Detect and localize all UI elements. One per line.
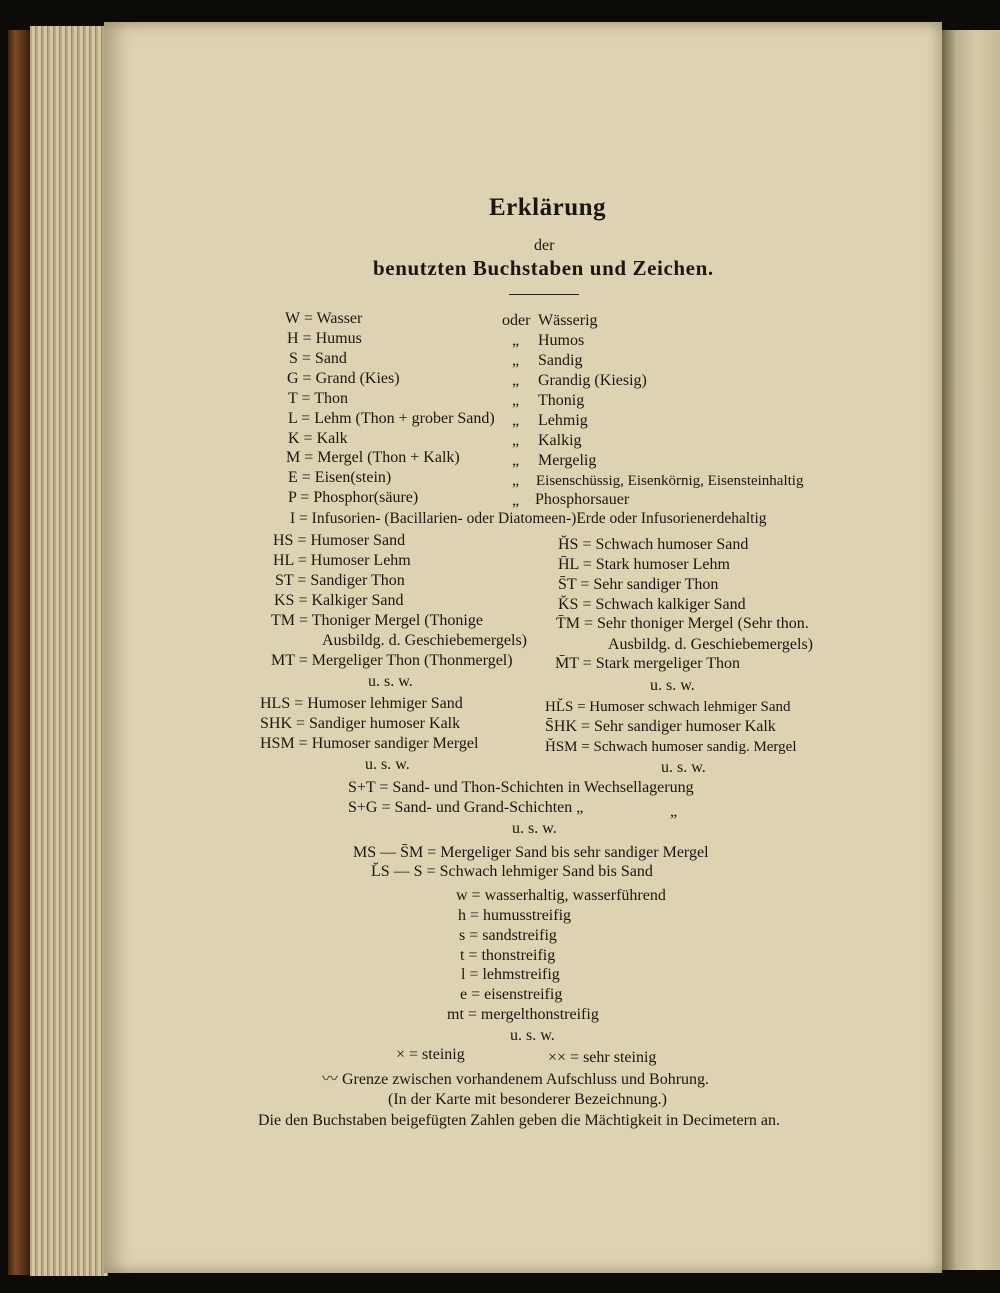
- layering-ditto: „: [670, 803, 678, 820]
- pair-right: T̄M = Sehr thoniger Mergel (Sehr thon.: [556, 615, 809, 632]
- pair-right: S̄T = Sehr sandiger Thon: [558, 576, 719, 593]
- legend-row-right: Thonig: [538, 392, 585, 409]
- book-spine: [8, 30, 32, 1275]
- layering-row: S+G = Sand- und Grand-Schichten „: [348, 799, 584, 816]
- triple-left: HSM = Humoser sandiger Mergel: [260, 735, 479, 752]
- title-connector: der: [534, 237, 555, 254]
- stone-legend-steinig: × = steinig: [396, 1046, 465, 1063]
- legend-row-left: S = Sand: [289, 350, 347, 367]
- legend-row-ditto: „: [512, 472, 520, 489]
- legend-row-left: T = Thon: [288, 390, 348, 407]
- title-divider: [509, 294, 579, 295]
- range-row: MS — S̄M = Mergeliger Sand bis sehr sandiger Mergel: [353, 844, 709, 861]
- triple-left: HLS = Humoser lehmiger Sand: [260, 695, 463, 712]
- triple-left: u. s. w.: [365, 756, 410, 773]
- legend-row-left: L = Lehm (Thon + grober Sand): [288, 410, 495, 427]
- legend-row-left: M = Mergel (Thon + Kalk): [286, 449, 460, 466]
- pair-right: H̄L = Stark humoser Lehm: [558, 556, 730, 573]
- pair-right: H̆S = Schwach humoser Sand: [558, 536, 749, 553]
- pair-left: ST = Sandiger Thon: [275, 572, 405, 589]
- page-subtitle: benutzten Buchstaben und Zeichen.: [373, 256, 714, 280]
- legend-row-ditto: „: [512, 492, 520, 509]
- legend-row-left: P = Phosphor(säure): [288, 489, 419, 506]
- legend-row-ditto: „: [512, 452, 520, 469]
- layering-row: S+T = Sand- und Thon-Schichten in Wechsellagerung: [348, 779, 694, 796]
- legend-row-left: G = Grand (Kies): [287, 370, 400, 387]
- legend-row-left: H = Humus: [287, 330, 362, 347]
- stripe-row: u. s. w.: [510, 1027, 555, 1044]
- stripe-row: mt = mergelthonstreifig: [447, 1006, 599, 1023]
- legend-row-right: Lehmig: [538, 412, 588, 429]
- legend-row-ditto: „: [512, 372, 520, 389]
- legend-row-ditto: oder: [502, 312, 531, 329]
- legend-row-right: Kalkig: [538, 432, 582, 449]
- legend-row-left: W = Wasser: [285, 310, 363, 327]
- legend-row-right: Humos: [538, 332, 585, 349]
- legend-row-right: Grandig (Kiesig): [538, 372, 647, 389]
- layering-row: u. s. w.: [512, 820, 557, 837]
- legend-row-right: Eisenschüssig, Eisenkörnig, Eisensteinhaltig: [536, 473, 804, 489]
- stripe-row: e = eisenstreifig: [460, 986, 563, 1003]
- legend-row-right: Sandig: [538, 352, 583, 369]
- boundary-legend: 〰 Grenze zwischen vorhandenem Aufschluss und Bohrung.: [322, 1071, 710, 1088]
- page-title: Erklärung: [489, 194, 607, 221]
- pair-left: HL = Humoser Lehm: [273, 552, 411, 569]
- triple-right: HL̆S = Humoser schwach lehmiger Sand: [545, 699, 791, 715]
- legend-row-ditto: „: [512, 412, 520, 429]
- pair-right: M̄T = Stark mergeliger Thon: [555, 655, 740, 672]
- stone-legend-sehr-steinig: ×× = sehr steinig: [548, 1049, 657, 1066]
- pair-left: TM = Thoniger Mergel (Thonige: [271, 612, 483, 629]
- triple-right: H̆SM = Schwach humoser sandig. Mergel: [545, 739, 797, 755]
- stripe-row: w = wasserhaltig, wasserführend: [456, 887, 666, 904]
- triple-right: S̄HK = Sehr sandiger humoser Kalk: [545, 718, 776, 735]
- legend-row-left: E = Eisen(stein): [288, 469, 392, 486]
- pair-left: u. s. w.: [368, 673, 413, 690]
- legend-row-right: Mergelig: [538, 452, 597, 469]
- stripe-row: h = humusstreifig: [458, 907, 572, 924]
- pair-left: Ausbildg. d. Geschiebemergels): [322, 632, 527, 649]
- stripe-row: t = thonstreifig: [460, 947, 556, 964]
- stripe-row: l = lehmstreifig: [461, 966, 560, 983]
- legend-row-left: K = Kalk: [288, 430, 348, 447]
- legend-row-right: Phosphorsauer: [535, 491, 630, 508]
- facing-page-edge: [942, 30, 1000, 1270]
- triple-right: u. s. w.: [661, 759, 706, 776]
- legend-row-ditto: „: [512, 332, 520, 349]
- legend-row-ditto: „: [512, 392, 520, 409]
- legend-row-right: Wässerig: [538, 312, 598, 329]
- legend-row-infusorien: I = Infusorien- (Bacillarien- oder Diatomeen-)Erde oder Infusorienerdehaltig: [290, 510, 767, 527]
- pair-left: MT = Mergeliger Thon (Thonmergel): [271, 652, 513, 669]
- pair-right: u. s. w.: [650, 677, 695, 694]
- pair-right: K̆S = Schwach kalkiger Sand: [558, 596, 746, 613]
- legend-row-ditto: „: [512, 352, 520, 369]
- triple-left: SHK = Sandiger humoser Kalk: [260, 715, 461, 732]
- page-edges: [30, 26, 108, 1276]
- stripe-row: s = sandstreifig: [459, 927, 557, 944]
- boundary-note: (In der Karte mit besonderer Bezeichnung.): [388, 1091, 667, 1108]
- legend-row-ditto: „: [512, 432, 520, 449]
- thickness-note: Die den Buchstaben beigefügten Zahlen geben die Mächtigkeit in Decimetern an.: [258, 1112, 781, 1129]
- range-row: L̆S — S = Schwach lehmiger Sand bis Sand: [371, 863, 653, 880]
- pair-left: KS = Kalkiger Sand: [274, 592, 404, 609]
- pair-right: Ausbildg. d. Geschiebemergels): [608, 636, 813, 653]
- pair-left: HS = Humoser Sand: [273, 532, 406, 549]
